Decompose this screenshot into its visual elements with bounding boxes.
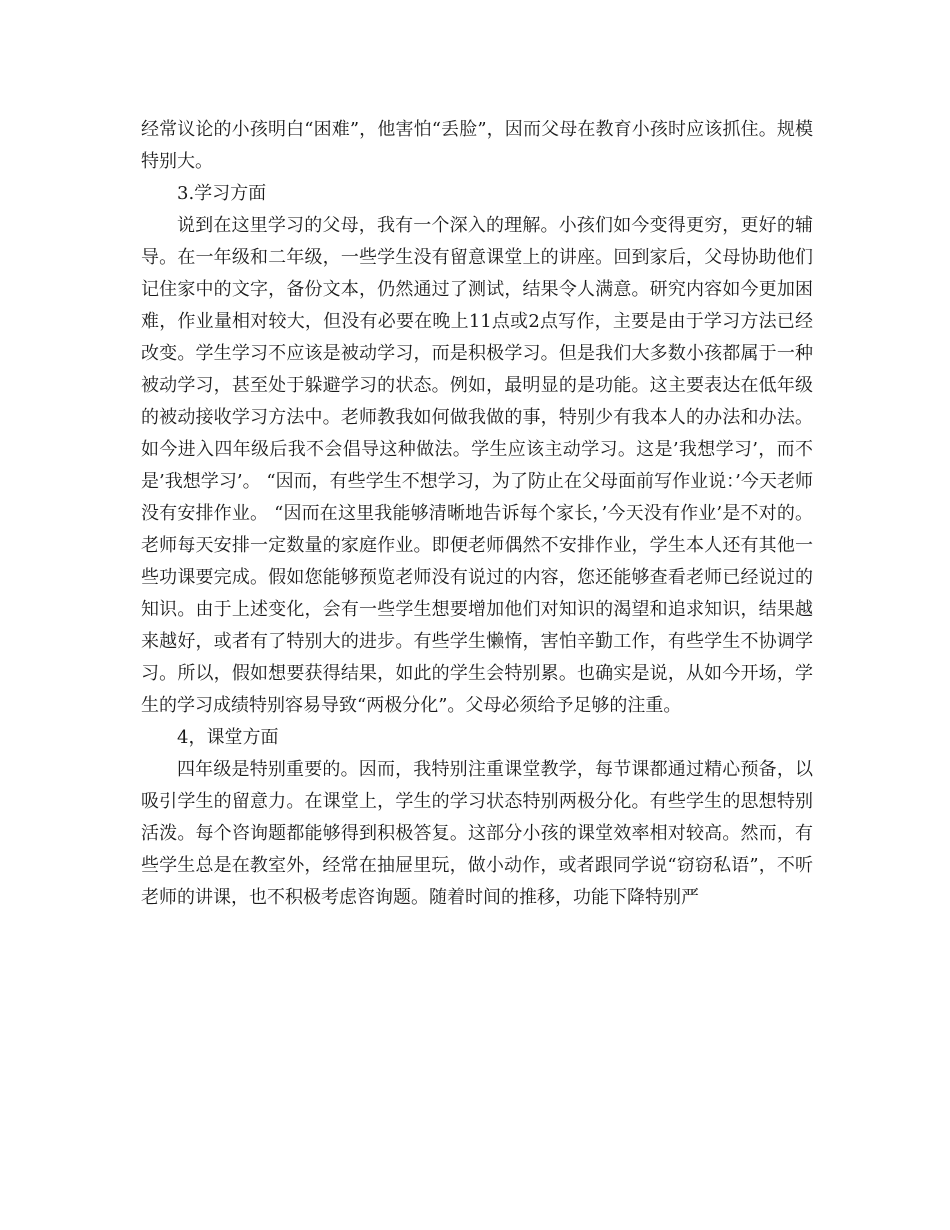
document-body (141, 114, 813, 914)
section-heading-classroom: 4，课堂方面 (177, 727, 279, 748)
paragraph-study: 说到在这里学习的父母，我有一个深入的理解。小孩们如今变得更穷，更好的辅导。在一年级和二年级，一些学生没有留意课堂上的讲座。回到家后，父母协助他们记住家中的文字，备份文本，仍然通过了测试，结果令人满意。研究内容如今更加困难，作业量相对较大，但没有必要在晚上11点或2点写作，主要是由于学习方法已经改变。学生学习不应该是被动学习，而是积极学习。但是我们大多数小孩都属于一种被动学习，甚至处于躲避学习的状态。例如，最明显的是功能。这主要表达在低年级的被动接收学习方法中。老师教我如何做我做的事，特别少有我本人的办法和办法。如今进入四年级后我不会倡导这种做法。学生应该主动学习。这是’我想学习’，而不是’我想学习’。 “因而，有些学生不想学习，为了防止在父母面前写作业说：’今天老师没有安排作业。 “因而在这里我能够清晰地告诉每个家长，’今天没有作业’是不对的。老师每天安排一定数量的家庭作业。即便老师偶然不安排作业，学生本人还有其他一些功课要完成。假如您能够预览老师没有说过的内容，您还能够查看老师已经说过的知识。由于上述变化，会有一些学生想要增加他们对知识的渴望和追求知识，结果越来越好，或者有了特别大的进步。有些学生懒惰，害怕辛勤工作，有些学生不协调学习。所以，假如想要获得结果，如此的学生会特别累。也确实是说，从如今开场，学生的学习成绩特别容易导致“两极分化”。父母必须给予足够的注重。 (141, 215, 813, 716)
paragraph-continued: 经常议论的小孩明白“困难”，他害怕“丢脸”，因而父母在教育小孩时应该抓住。规模特别大。 (141, 119, 813, 172)
paragraph-classroom: 四年级是特别重要的。因而，我特别注重课堂教学，每节课都通过精心预备，以吸引学生的留意力。在课堂上，学生的学习状态特别两极分化。有些学生的思想特别活泼。每个咨询题都能够得到积极答复。这部分小孩的课堂效率相对较高。然而，有些学生总是在教室外，经常在抽屉里玩，做小动作，或者跟同学说“窃窃私语”，不听老师的讲课，也不积极考虑咨询题。随着时间的推移，功能下降特别严 (141, 759, 813, 908)
section-heading-study: 3.学习方面 (177, 183, 267, 204)
